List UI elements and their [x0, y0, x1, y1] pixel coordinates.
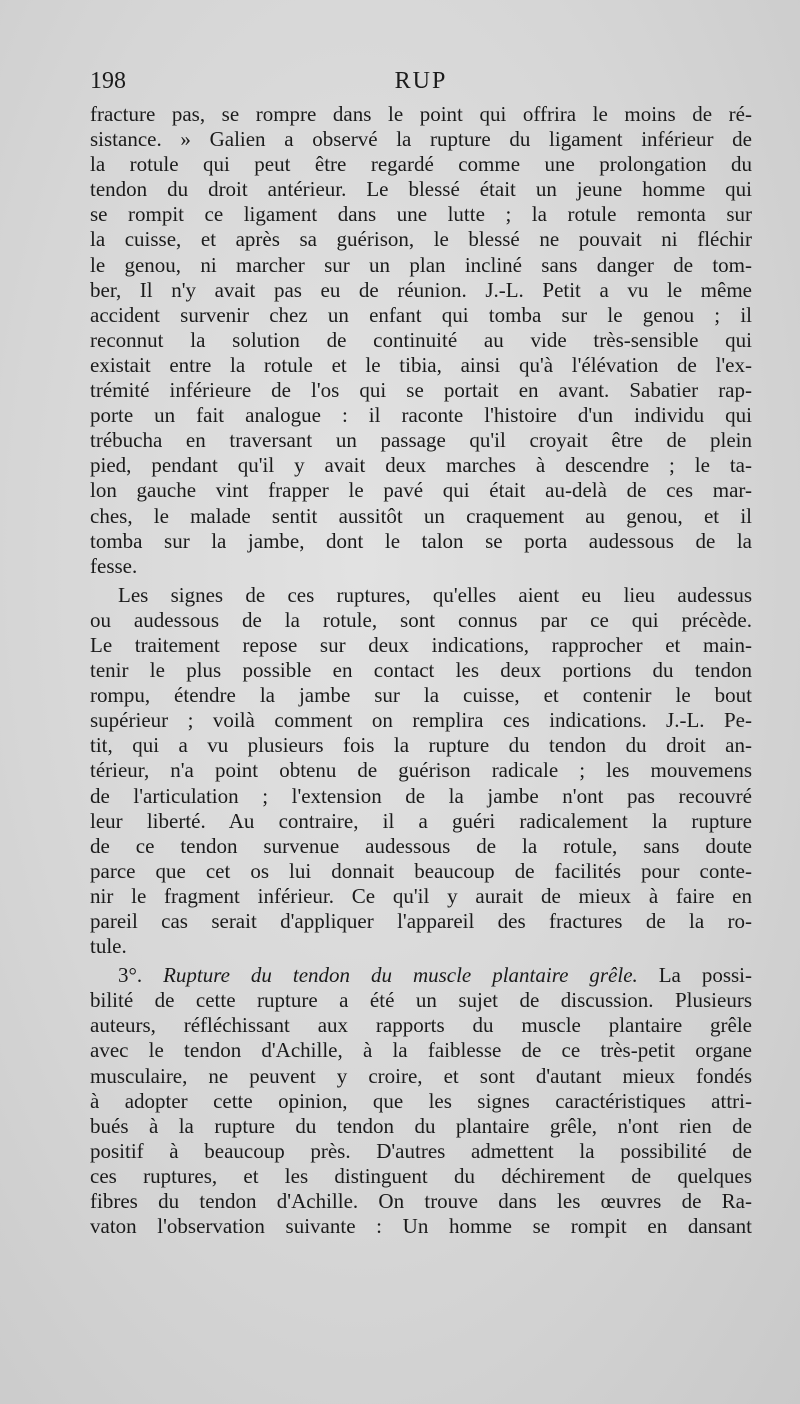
text-line: fibres du tendon d'Achille. On trouve dans les œuvres de Ra-: [90, 1189, 752, 1214]
text-line: rompu, étendre la jambe sur la cuisse, et contenir le bout: [90, 683, 752, 708]
text-line: tomba sur la jambe, dont le talon se porta audessous de la: [90, 528, 752, 553]
text-line: tendon du droit antérieur. Le blessé était un jeune homme qui: [90, 177, 752, 202]
text-line: fesse.: [90, 553, 138, 578]
text-line: accident survenir chez un enfant qui tomba sur le genou ; il: [90, 302, 752, 327]
paragraph-1: [90, 102, 752, 579]
text-line: bilité de cette rupture a été un sujet de discussion. Plusieurs: [90, 988, 752, 1013]
text-line: ou audessous de la rotule, sont connus par ce qui précède.: [90, 607, 752, 632]
text-line: de ce tendon survenue audessous de la rotule, sans doute: [90, 833, 752, 858]
text-line: pareil cas serait d'appliquer l'appareil des fractures de la ro-: [90, 909, 752, 933]
text-line: lon gauche vint frapper le pavé qui était au-delà de ces mar-: [90, 478, 752, 503]
text-line: reconnut la solution de continuité au vide très-sensible qui: [90, 327, 752, 352]
text-line: parce que cet os lui donnait beaucoup de facilités pour conte-: [90, 858, 752, 883]
text-line: tenir le plus possible en contact les deux portions du tendon: [90, 658, 752, 683]
text-line: le genou, ni marcher sur un plan incliné sans danger de tom-: [90, 252, 752, 277]
section-title: Rupture du tendon du muscle plantaire grêle.: [163, 963, 638, 988]
paragraph-3: [90, 963, 752, 1239]
text-line: tit, qui a vu plusieurs fois la rupture du tendon du droit an-: [90, 733, 752, 758]
text-line: existait entre la rotule et le tibia, ainsi qu'à l'élévation de l'ex-: [90, 352, 752, 377]
page-header: [90, 66, 752, 96]
text-line: la rotule qui peut être regardé comme une prolongation du: [90, 152, 752, 177]
paragraph-2: [90, 583, 752, 959]
text-line: de l'articulation ; l'extension de la jambe n'ont pas recouvré: [90, 783, 752, 808]
text-line: ches, le malade sentit aussitôt un craquement au genou, et il: [90, 503, 752, 528]
text-line: se rompit ce ligament dans une lutte ; la rotule remonta sur: [90, 202, 752, 227]
body-text: [90, 102, 752, 1243]
text-fragment: La possi-: [658, 963, 753, 988]
text-line: leur liberté. Au contraire, il a guéri radicalement la rupture: [90, 808, 752, 833]
text-line: auteurs, réfléchissant aux rapports du muscle plantaire grêle: [90, 1013, 752, 1038]
text-line: Les signes de ces ruptures, qu'elles aient eu lieu audessus: [118, 582, 752, 607]
text-line: ces ruptures, et les distinguent du déchirement de quelques: [90, 1163, 752, 1188]
text-line: fracture pas, se rompre dans le point qui offrira le moins de ré-: [90, 102, 752, 126]
text-line: sistance. » Galien a observé la rupture du ligament inférieur de: [90, 127, 752, 152]
text-line: ber, Il n'y avait pas eu de réunion. J.-L. Petit a vu le même: [90, 277, 752, 302]
text-line: porte un fait analogue : il raconte l'histoire d'un individu qui: [90, 403, 752, 428]
text-line: avec le tendon d'Achille, à la faiblesse de ce très-petit organe: [90, 1038, 752, 1063]
text-line: nir le fragment inférieur. Ce qu'il y aurait de mieux à faire en: [90, 883, 752, 908]
text-line: musculaire, ne peuvent y croire, et sont d'autant mieux fondés: [90, 1063, 752, 1088]
text-line: vaton l'observation suivante : Un homme se rompit en dansant: [90, 1214, 752, 1239]
text-line: tule.: [90, 934, 127, 959]
page-number: 198: [90, 68, 126, 94]
text-line: trébucha en traversant un passage qu'il croyait être de plein: [90, 428, 752, 453]
section-number: 3°.: [118, 963, 143, 988]
text-line: trémité inférieure de l'os qui se portait en avant. Sabatier rap-: [90, 378, 752, 403]
text-line: pied, pendant qu'il y avait deux marches à descendre ; le ta-: [90, 453, 752, 478]
text-line: Le traitement repose sur deux indications, rapprocher et main-: [90, 632, 752, 657]
text-line: supérieur ; voilà comment on remplira ces indications. J.-L. Pe-: [90, 708, 752, 733]
section-heading-line: [90, 963, 752, 988]
text-line: la cuisse, et après sa guérison, le blessé ne pouvait ni fléchir: [90, 227, 752, 252]
text-line: térieur, n'a point obtenu de guérison radicale ; les mouvemens: [90, 758, 752, 783]
text-line: à adopter cette opinion, que les signes caractéristiques attri-: [90, 1088, 752, 1113]
text-line: bués à la rupture du tendon du plantaire grêle, n'ont rien de: [90, 1113, 752, 1138]
running-head: RUP: [394, 68, 448, 94]
text-line: positif à beaucoup près. D'autres admettent la possibilité de: [90, 1138, 752, 1163]
